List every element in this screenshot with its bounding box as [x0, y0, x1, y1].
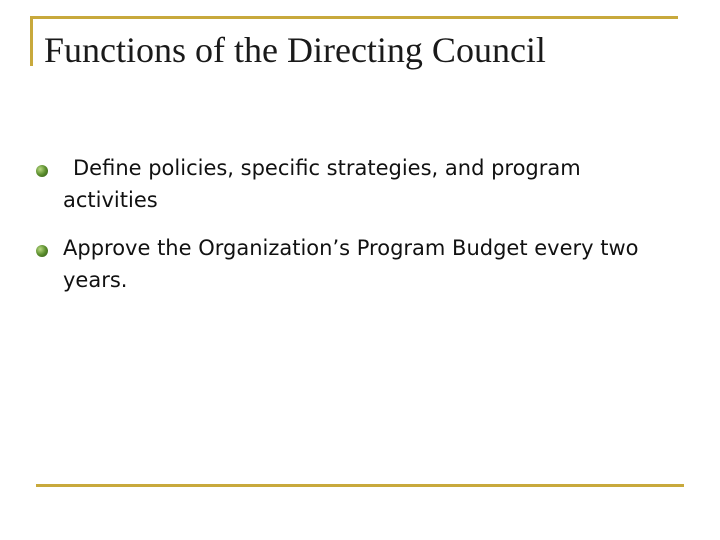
bullet-text: Approve the Organization’s Program Budget every two years.: [63, 236, 639, 292]
bullet-icon: [36, 245, 48, 257]
bottom-rule: [36, 484, 684, 487]
bullet-item: [36, 232, 676, 296]
bullet-text: Define policies, specific strategies, and program activities: [63, 156, 581, 212]
title-frame-left-rule: [30, 16, 33, 66]
title-frame-top-rule: [30, 16, 678, 19]
bullet-item: [36, 152, 676, 216]
bullet-list: [36, 152, 676, 312]
slide-title: Functions of the Directing Council: [44, 30, 546, 70]
bullet-icon: [36, 165, 48, 177]
